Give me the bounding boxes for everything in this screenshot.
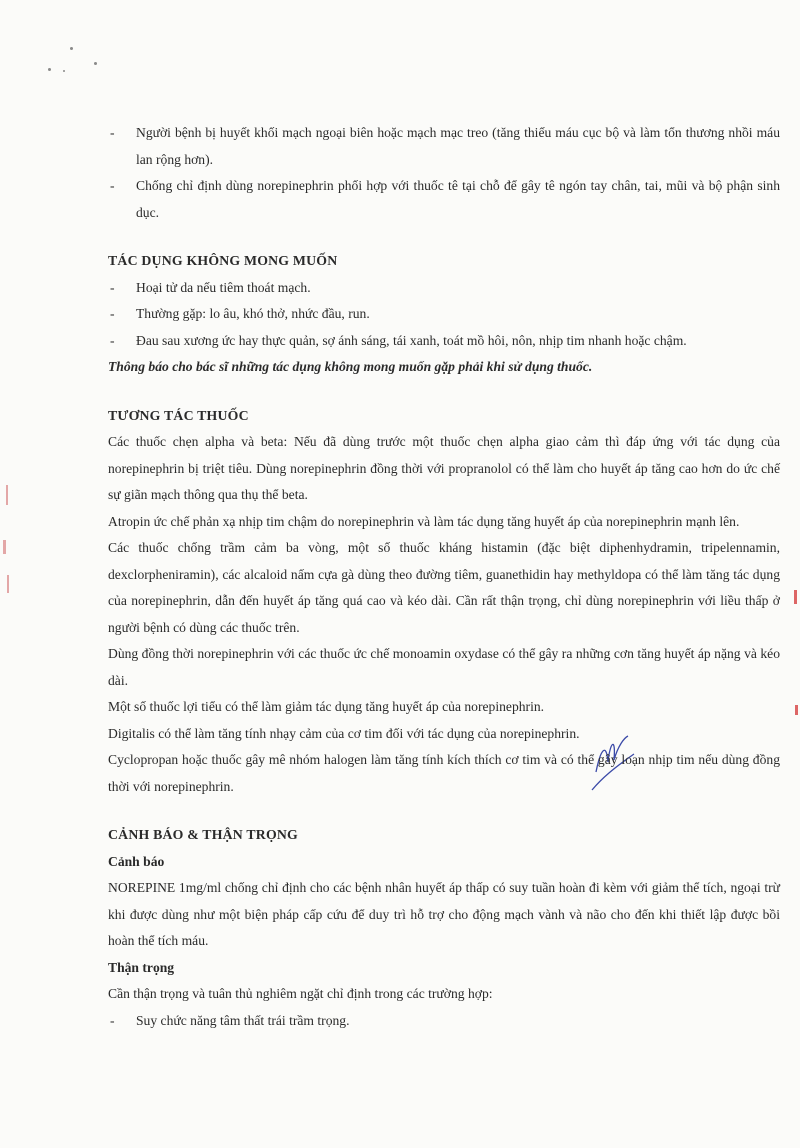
paragraph: Một số thuốc lợi tiểu có thể làm giảm tác dụng tăng huyết áp của norepinephrin. — [108, 699, 545, 714]
paragraph: Các thuốc chẹn alpha và beta: Nếu đã dùng trước một thuốc chẹn alpha giao cảm thì đáp ứng với tác dụng của norepinephrin bị triệt tiêu. Dùng norepinephrin đồng thời với propranolol có thể làm cho huyết áp tăng cao hơn do ức chế sự giãn mạch thông qua thụ thể beta. — [108, 434, 780, 502]
bullet-dash: - — [110, 279, 115, 295]
list-item-text: Chống chỉ định dùng norepinephrin phối hợp với thuốc tê tại chỗ để gây tê ngón tay chân, tai, mũi và bộ phận sinh dục. — [136, 178, 780, 220]
paragraph: Atropin ức chế phản xạ nhịp tim chậm do norepinephrin và làm tác dụng tăng huyết áp của norepinephrin mạnh lên. — [108, 513, 740, 529]
subheading-caution: Thận trọng — [108, 959, 175, 975]
list-item — [108, 328, 780, 355]
paragraph: Cyclopropan hoặc thuốc gây mê nhóm halogen làm tăng tính kích thích cơ tim và có thể gây loạn nhịp tim nếu dùng đồng thời với norepinephrin. — [108, 752, 780, 794]
section-heading-interactions: TƯƠNG TÁC THUỐC — [108, 407, 249, 423]
paragraph: Dùng đồng thời norepinephrin với các thuốc ức chế monoamin oxydase có thể gây ra những cơn tăng huyết áp nặng và kéo dài. — [108, 646, 780, 688]
left-edge-mark — [6, 485, 8, 505]
scan-speck — [63, 70, 65, 72]
list-item — [108, 120, 780, 173]
bullet-dash: - — [110, 306, 115, 321]
list-item — [108, 173, 780, 226]
list-item — [108, 275, 780, 302]
section-heading-warnings: CẢNH BÁO & THẬN TRỌNG — [108, 827, 298, 842]
bullet-dash: - — [110, 178, 115, 193]
bullet-dash: - — [110, 1012, 115, 1028]
scan-speck — [48, 68, 51, 71]
scan-speck — [94, 62, 97, 65]
bullet-dash: - — [110, 332, 115, 348]
list-item-text: Đau sau xương ức hay thực quản, sợ ánh sáng, tái xanh, toát mồ hôi, nôn, nhịp tim nhanh hoặc chậm. — [136, 332, 687, 348]
side-effects-notice: Thông báo cho bác sĩ những tác dụng không mong muốn gặp phải khi sử dụng thuốc. — [108, 359, 593, 374]
scan-speck — [70, 47, 73, 50]
section-heading-side-effects: TÁC DỤNG KHÔNG MONG MUỐN — [108, 253, 338, 268]
list-item — [108, 1008, 780, 1035]
left-edge-mark — [3, 540, 6, 554]
paragraph: Digitalis có thể làm tăng tính nhạy cảm của cơ tim đối với tác dụng của norepinephrin. — [108, 725, 580, 741]
paragraph: NOREPINE 1mg/ml chống chỉ định cho các bệnh nhân huyết áp thấp có suy tuần hoàn đi kèm với giảm thể tích, ngoại trừ khi được dùng như một biện pháp cấp cứu để duy trì hỗ trợ cho động mạch vành và não cho đến khi thiết lập được bồi hoàn thể tích máu. — [108, 880, 780, 948]
bullet-dash: - — [110, 125, 115, 140]
paragraph: Các thuốc chống trầm cảm ba vòng, một số thuốc kháng histamin (đặc biệt diphenhydramin, tripelennamin, dexclorpheniramin), các alcaloid nấm cựa gà dùng theo đường tiêm, guanethidin hay methyldopa có thể làm tăng tác dụng của norepinephrin, dẫn đến huyết áp tăng quá cao và kéo dài. Cần rất thận trọng, chỉ dùng norepinephrin với liều thấp ở người bệnh có dùng các thuốc trên. — [108, 540, 780, 635]
list-item-text: Thường gặp: lo âu, khó thở, nhức đầu, run. — [136, 306, 370, 321]
document-body — [108, 120, 780, 1034]
list-item-text: Người bệnh bị huyết khối mạch ngoại biên hoặc mạch mạc treo (tăng thiếu máu cục bộ và làm tổn thương nhồi máu lan rộng hơn). — [136, 125, 780, 167]
paragraph: Cần thận trọng và tuân thủ nghiêm ngặt chỉ định trong các trường hợp: — [108, 986, 493, 1001]
list-item — [108, 301, 780, 328]
list-item-text: Suy chức năng tâm thất trái trầm trọng. — [136, 1012, 350, 1028]
right-edge-mark — [794, 590, 797, 604]
subheading-warning: Cảnh báo — [108, 853, 165, 869]
list-item-text: Hoại tử da nếu tiêm thoát mạch. — [136, 279, 311, 295]
right-edge-mark — [795, 705, 798, 715]
left-edge-mark — [7, 575, 9, 593]
